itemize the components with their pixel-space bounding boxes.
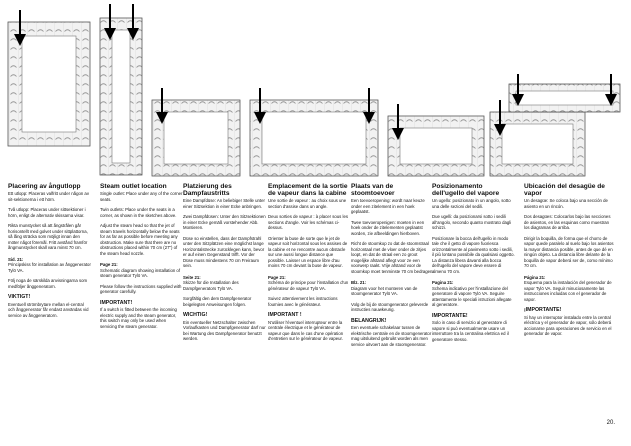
column-title: Ubicación del desagüe de vapor <box>524 183 605 198</box>
intro-text: Un desagüe: Se coloca bajo una sección de asiento en un rincón. <box>524 198 608 209</box>
paragraph: Två utlopp: Placeras under sittsektioner i hörn, enligt de alternativ skissarna visar. <box>8 207 86 218</box>
layout-diagram-4 <box>250 88 378 176</box>
ref-title: Blz. 21: <box>351 280 367 286</box>
intro-text: Eine Dampfdüse: An beliebiger Stelle unter einer Sitzsektion in einer Ecke anbringen. <box>183 198 265 209</box>
paragraph: Rikta munstycket så att ångstrålen går horisontellt med golvet under sittplattorna, så lång sträcka som möjligt innan den möter något föremål. Fritt avstånd framför ångmunstycket skall vara minst 70 cm. <box>8 223 88 251</box>
column-title: Posizionamento dell'ugello del vapore <box>432 183 500 198</box>
layout-diagram-2 <box>100 4 142 175</box>
ref-title: Pagina 21: <box>432 280 454 286</box>
follow-text: Volg de bij de stoomgenerator geleverde instructies nauwkeurig. <box>351 301 429 313</box>
paragraph: Zwei Dampfdüsen: Unter den Sitzsektionen in einer Ecke gemäß vorstehender Abb. Montieren. <box>183 214 266 231</box>
column-title: Platzierung des Dampfaustritts <box>183 183 232 198</box>
warning-title: BELANGRIJK! <box>351 317 387 324</box>
ref-title: Page 21: <box>100 262 118 268</box>
ref-text: Esquema para la instalación del generador de vapor Tylö VA. Seguir minuciosamente las instrucciones incluidas con el generador de vapor. <box>524 280 612 302</box>
sauna-layout-diagrams <box>0 0 631 180</box>
paragraph: Dos desagües: Colocarlos bajo las secciones de asientos, en las esquinas como muestran los diagramas de arriba. <box>524 214 611 231</box>
column-title: Emplacement de la sortie de vapeur dans la cabine <box>268 183 348 198</box>
paragraph: Richt de stoomkop zo dat de stoomstraal horizontaal met de vloer onder de zitjes loopt, en dat de straal een zo groot mogelijke afstand aflegt voor ze een voorwerp raakt. Vrije afstand voor de stoomkop moet tenminste 70 cm bedragen. <box>351 241 434 274</box>
warning-title: WICHTIG! <box>183 312 208 319</box>
ref-block <box>432 280 515 308</box>
warning-text: Eventuell strömbrytare mellan el-central och ånggenerator får endast användas vid service av ånggeneratorn. <box>8 301 89 318</box>
ref-block <box>351 280 434 297</box>
column-italian <box>432 183 515 347</box>
ref-text: Principskiss för installation av ånggenerator Tylö VA. <box>8 262 91 273</box>
column-english <box>100 183 183 334</box>
ref-block <box>524 275 614 303</box>
paragraph: Düse so einstellen, dass der Dampfstrahl unter den Sitzplätzen eine möglichst lange Horizontalstrecke zurücklegen kann, bevor er auf einen Gegenstand trifft. Vor der Düse muss mindestens 70 cm Freiraum sein. <box>183 235 265 269</box>
warning-text: Een eventuele schakelaar tussen de elektrische centrale en de stoomgenerator mag uitsluitend gebruikt worden als men service uitvoert aan de stoomgenerator. <box>351 325 432 347</box>
warning-text: Si hay un interruptor instalado entre la central eléctrica y el generador de vapor, sólo deberá accionarse para operaciones de servicio en el generador de vapor. <box>524 314 612 337</box>
layout-diagram-1 <box>8 10 90 146</box>
intro-text: Ett utlopp: Placeras valfritt under någon av sit-sektionerna i ett hörn. <box>8 191 89 202</box>
column-french <box>268 183 351 347</box>
warning-text: Ein eventueller Netzschalter zwischen Vorlaufkasten und Dampfgenerator darf nur bei Wartung des Dampfgenerator benutzt werden. <box>183 319 266 342</box>
follow-text: Suivez attentivement les instructions fournies avec le générateur. <box>268 296 338 307</box>
ref-text: Schema indicativo per l'installazione del generatore di vapore Tylö VA. Seguire attentamente le speciali istruzioni allegate al generatore. <box>432 285 512 308</box>
ref-text: Skizze für die Installation des Dampfgenerators Tylö VA. <box>183 280 239 291</box>
column-title: Plaats van de stoomtoevoer <box>351 183 395 198</box>
layout-diagram-7 <box>509 74 620 112</box>
ref-block <box>183 275 266 292</box>
column-spanish <box>524 183 614 342</box>
page-number: 20. <box>606 420 615 426</box>
column-dutch <box>351 183 434 352</box>
ref-block <box>8 257 91 274</box>
ref-block <box>268 275 351 292</box>
warning-title: ¡IMPORTANTE! <box>524 307 562 314</box>
column-title: Placering av ångutlopp <box>8 183 81 190</box>
column-swedish <box>8 183 91 323</box>
ref-text: Schéma de principe pour l'installation d'un générateur de vapeur Tylö VA. <box>268 280 349 291</box>
warning-title: IMPORTANT! <box>100 299 133 306</box>
follow-text: Följ noga de särskilda anvisningarna som medföljer ånggeneratorn. <box>8 278 88 289</box>
warning-text: Solo in caso di servizio al generatore di vapore si può eventualmente usare un interruttore tra la centralina elettrica ed il generatore stesso. <box>432 320 509 342</box>
follow-text: Sorgfältig den dem Dampfgenerator beigelegten Anweisungen folgen. <box>183 296 252 307</box>
warning-text: N'utiliser l'éventuel interrupteur entre la centrale électrique et le générateur de vapeur que dans le cas d'une opération d'entretien sur le générateur de vapeur. <box>268 319 344 342</box>
warning-text: If a switch is fitted between the incoming electric supply and the steam generator, this switch may only be used when servicing the steam generator. <box>100 307 177 329</box>
intro-text: Single outlet: Place under any of the corner seats. <box>100 191 183 202</box>
follow-text: Please follow the instructions supplied with generator carefully. <box>100 283 182 295</box>
paragraph: Due ugelli: da posizionarsi sotto i sedili all'angolo, secondo quanto mostrato dagli schizzi. <box>432 214 512 231</box>
paragraph: Adjust the steam head so that the jet of steam travels horizontally below the seats for as far as possible before meeting any obstruction. Make sure that there are no obstructions placed within 70 cm (27") of the steam head nozzle. <box>100 223 180 256</box>
intro-text: Un ugello: posizionato in un angolo, sotto una delle sezioni del sedili. <box>432 198 511 209</box>
column-german <box>183 183 266 347</box>
ref-text: Schematic diagram showing installation of steam generator Tylö VA. <box>100 267 181 279</box>
ref-block <box>100 262 183 279</box>
layout-diagram-5 <box>388 104 484 176</box>
ref-text: Diagram voor het monteren van de stoomgenerator Tylö VA. <box>351 285 418 297</box>
intro-text: Une sortie de vapeur : au choix sous une section d'assise dans un angle. <box>268 198 347 209</box>
ref-title: Seite 21: <box>183 274 201 280</box>
paragraph: Dirigir la boquilla, de forma que el chorro de vapor quede paralelo al suelo bajo los asientos la mayor distancia posible, antes de que dé en ningún objeto. La distancia libre delante de la boquilla de vapor deberá ser de, como mínimo 70 cm. <box>524 235 614 269</box>
ref-title: Página 21: <box>524 274 546 280</box>
paragraph: Twee toevoeropenigen: moeten in een hoek onder de zitelementen geplaatst worden, zie afbeeldingen hierboven. <box>351 219 425 236</box>
warning-title: IMPORTANT ! <box>268 312 302 319</box>
warning-title: IMPORTANTE! <box>432 312 468 319</box>
paragraph: Posizionare la bocca dell'ugello in modo tale che il getto di vapore fuoriesca orizzontalmente al pavimento sotto i sedili, il più lontano possibile da qualsiasi oggetto. La distanza libera davanti alla bocca dell'ugello del vapore deve essere di almeno 70 cm. <box>432 235 515 274</box>
column-title: Steam outlet location <box>100 183 167 190</box>
warning-title: VIKTIGT! <box>8 294 31 301</box>
paragraph: Orienter la buse de sorte que le jet de vapeur soit horizontal sous les assises de la cabine et ne rencontre aucun obstacle sur une aussi longue distance que possible. Laisser un espace libre d'au moins 70 cm devant la buse de vapeur. <box>268 235 348 269</box>
intro-text: Een toevoeropening: wordt naar keuze onder een zitelement in een hoek geplaatst. <box>351 198 425 215</box>
paragraph: Deux sorties de vapeur : à placer sous les sections d'angle. Voir les schémas ci-dessus. <box>268 214 349 231</box>
layout-diagram-3 <box>152 88 240 176</box>
ref-title: Page 21: <box>268 274 286 280</box>
paragraph: Twin outlets: Place under the seats in a corner, as shown in the sketches above. <box>100 207 177 218</box>
ref-title: Sid. 21: <box>8 256 24 262</box>
